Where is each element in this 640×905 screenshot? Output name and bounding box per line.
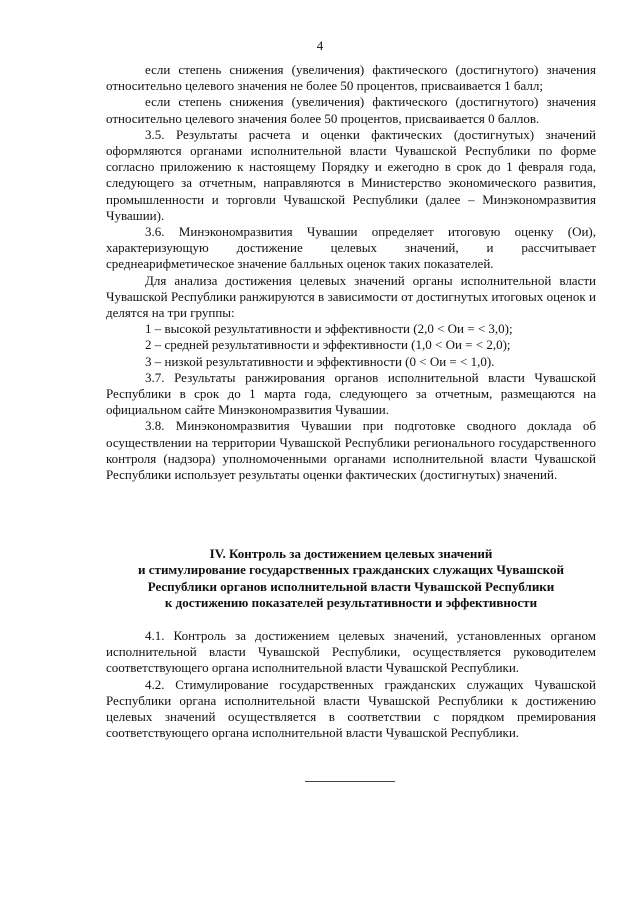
section-heading-line: и стимулирование государственных гражданских служащих Чувашской bbox=[138, 562, 564, 578]
group-3: 3 – низкой результативности и эффективности (0 < Ои = < 1,0). bbox=[145, 353, 495, 369]
end-divider bbox=[305, 781, 395, 782]
body-text-bottom bbox=[106, 628, 596, 741]
paragraph-score-0: если степень снижения (увеличения) фактического (достигнутого) значения относительно целевого значения более 50 процентов, присваивается 0 баллов. bbox=[106, 94, 596, 126]
section-heading-line: к достижению показателей результативности и эффективности bbox=[164, 594, 538, 610]
paragraph-score-1: если степень снижения (увеличения) фактического (достигнутого) значения относительно целевого значения не более 50 процентов, присваивается 1 балл; bbox=[106, 62, 596, 94]
paragraph-4-2: 4.2. Стимулирование государственных гражданских служащих Чувашской Республики органа исполнительной власти Чувашской Республики к достижению целевых значений осуществляется в соответствии с порядком премирования соответствующего органа исполнительной власти Чувашской Республики. bbox=[106, 676, 596, 741]
section-heading bbox=[106, 546, 596, 611]
body-text-top bbox=[106, 62, 596, 483]
section-heading-line: IV. Контроль за достижением целевых значений bbox=[209, 546, 493, 561]
group-1: 1 – высокой результативности и эффективности (2,0 < Ои = < 3,0); bbox=[145, 321, 513, 337]
paragraph-3-8: 3.8. Минэкономразвития Чувашии при подготовке сводного доклада об осуществлении на территории Чувашской Республики регионального государственного контроля (надзора) уполномоченными органами исполнительной власти Чувашской Республики использует результаты оценки фактических (достигнутых) значений. bbox=[106, 418, 596, 483]
paragraph-4-1: 4.1. Контроль за достижением целевых значений, установленных органом исполнительной власти Чувашской Республики, осуществляется руководителем соответствующего органа исполнительной власти Чувашской Республики. bbox=[106, 628, 596, 676]
paragraph-3-6: 3.6. Минэкономразвития Чувашии определяет итоговую оценку (Ои), характеризующую достижение целевых значений, и рассчитывает среднеарифметическое значение балльных оценок таких показателей. bbox=[106, 224, 596, 272]
paragraph-analysis: Для анализа достижения целевых значений органы исполнительной власти Чувашской Республики ранжируются в зависимости от достигнутых итоговых оценок и делятся на три группы: bbox=[106, 272, 596, 321]
group-2: 2 – средней результативности и эффективности (1,0 < Ои = < 2,0); bbox=[145, 337, 511, 353]
paragraph-3-5: 3.5. Результаты расчета и оценки фактических (достигнутых) значений оформляются органами исполнительной власти Чувашской Республики по форме согласно приложению к настоящему Порядку и ежегодно в срок до 1 февраля года, следующего за отчетным, направляются в Министерство экономического развития, промышленности и торговли Чувашской Республики (далее – Минэкономразвития Чувашии). bbox=[106, 126, 596, 223]
paragraph-3-7: 3.7. Результаты ранжирования органов исполнительной власти Чувашской Республики в срок до 1 марта года, следующего за отчетным, размещаются на официальном сайте Минэкономразвития Чувашии. bbox=[106, 369, 596, 418]
page-number: 4 bbox=[316, 38, 324, 53]
section-heading-line: Республики органов исполнительной власти Чувашской Республики bbox=[147, 578, 555, 594]
